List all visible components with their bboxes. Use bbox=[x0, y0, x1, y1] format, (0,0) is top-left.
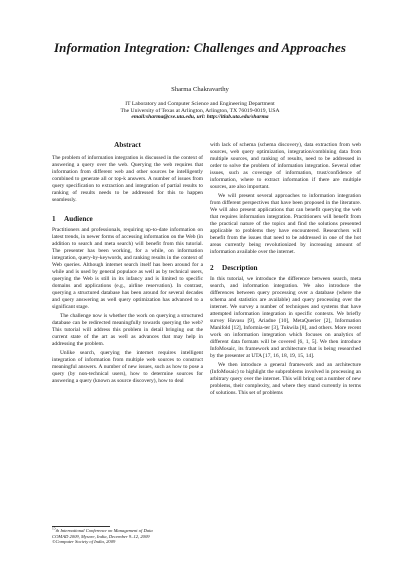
footnote-superscript: 15 bbox=[52, 526, 56, 531]
section-2-number: 2 bbox=[210, 264, 214, 272]
section-2-paragraph-2: We then introduce a general framework and an architecture (InfoMosaic) to highlight the subproblems involved in processing an arbitrary query over the internet. This will bring out a number of new problems, their complexity, and where they stand currently in terms of solutions. This set of problems bbox=[210, 362, 361, 396]
section-1-number: 1 bbox=[52, 215, 56, 223]
affiliation-line-2: The University of Texas at Arlington, Arlington, TX 76019-0019, USA bbox=[120, 107, 280, 114]
paper-author: Sharma Chakravarthy bbox=[171, 86, 229, 93]
footnote bbox=[52, 528, 203, 545]
footnote-line-2: COMAD 2009, Mysore, India, December 9–12, 2009 bbox=[52, 533, 150, 539]
affiliation-line-1: IT Laboratory and Computer Science and Engineering Department bbox=[125, 101, 275, 107]
section-2-heading bbox=[210, 265, 361, 272]
section-1-paragraph-1: Practitioners and professionals, requiring up-to-date information on latest trends, in newer forms of accessing information on the Web (in addition to search and meta search) will benefit from this tutorial. The presenter has been working, for a while, on information integration, query-by-keywords, and ranking results in the context of Web queries. Although internet search itself has been around for a while and is used by general populace as well as by technical users, querying the Web is still in its infancy and is limited to specific domains and applications (e.g., airline reservation). In contrast, querying a structured database has been around for several decades and query answering as well query optimization has advanced to a significant stage. bbox=[52, 227, 203, 310]
author-affiliation bbox=[0, 101, 400, 121]
section-1-heading bbox=[52, 216, 203, 223]
footnote-rule bbox=[52, 526, 110, 527]
footnote-line-3: ©Computer Society of India, 2009 bbox=[52, 539, 116, 545]
section-1-paragraph-2: The challenge now is whether the work on querying a structured database can be redirected meaningfully towards querying the web? This tutorial will address this problem in detail bringing out the current state of the art as well as advances that may help in addressing the problem. bbox=[52, 313, 203, 347]
section-2-paragraph-1: In this tutorial, we introduce the difference between search, meta search, and information integration. We also introduce the differences between query processing over a database (where the schema and statistics are available) and query processing over the internet. We survey a number of techniques and systems that have attempted information integration in specific contexts. We briefly survey Havasu [9], Ariadne [10], MetaQuerier [2], Information Manifold [12], Informia-ter [3], Tukwila [8], and others. More recent work on information integration which focuses on analytics of different data formats will be covered [6, 1, 5]. We then introduce InfoMosaic, its framework and architecture that is being researched by the presenter at UTA [17, 16, 18, 19, 15, 14]. bbox=[210, 276, 361, 359]
section-1-continuation: with lack of schema (schema discovery), data extraction from web sources, web query optimization, integration/combining data from multiple sources, and ranking of results, need to be addressed in order to solve the problem of information integration. Several other issues, such as coverage of information, trust/confidence of information, where to extract information if there are multiple sources, are also important. bbox=[210, 142, 361, 190]
section-1-paragraph-3: Unlike search, querying the internet requires intelligent integration of information from multiple web sources to construct meaningful answers. A number of new issues, such as how to pose a query (by non-technical users), how to determine sources for answering a query (known as source discovery), how to deal bbox=[52, 350, 203, 384]
abstract-heading: Abstract bbox=[114, 141, 141, 149]
abstract-text: The problem of information integration is discussed in the context of answering a query over the web. Querying the web requires that information from different web and other sources be intelligently combined to generate all or top-k answers. A number of issues from query specification to extraction and integration of partial results to ranking of results needs to be addressed for this to happen seamlessly. bbox=[52, 155, 203, 203]
left-column bbox=[52, 142, 203, 385]
section-1-title: Audience bbox=[64, 215, 93, 223]
footnote-conference: th International Conference on Management of Data bbox=[55, 528, 153, 533]
section-1-paragraph-4: We will present several approaches to information integration from different perspectives that have been proposed in the literature. We will also present applications that can benefit querying the web that requires information integration. Practitioners will benefit from the practical nature of the topics and find the solutions presented applicable to problems they have encountered. Researchers will benefit from the issues that need to be addressed in one of the hot areas currently being revolutionized by increasing amount of information available over the internet. bbox=[210, 193, 361, 255]
contact-line: email:sharma@cse.uta.edu, url: http://itlab.uta.edu/sharma bbox=[131, 114, 269, 121]
paper-title: Information Integration: Challenges and Approaches bbox=[53, 40, 346, 55]
section-2-title: Description bbox=[222, 264, 258, 272]
right-column bbox=[210, 142, 361, 397]
